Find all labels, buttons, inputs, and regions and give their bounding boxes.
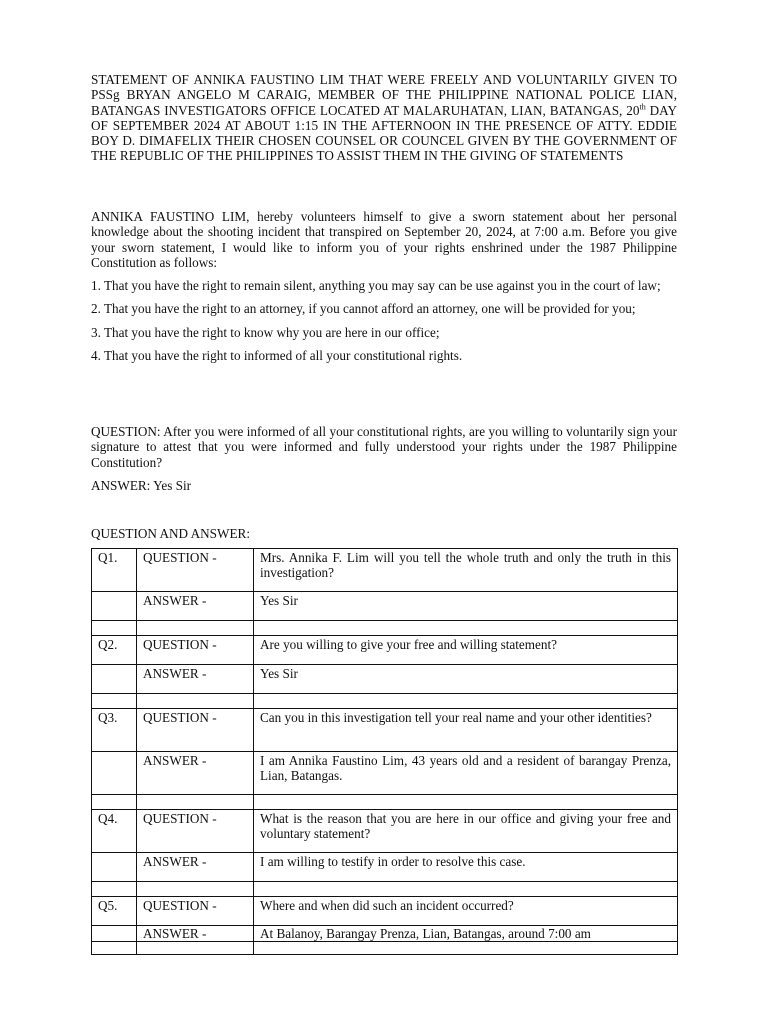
answer-text: I am willing to testify in order to resolve this case. bbox=[254, 853, 678, 882]
question-text: Can you in this investigation tell your real name and your other identities? bbox=[254, 709, 678, 752]
statement-title bbox=[91, 72, 677, 164]
question-text: Mrs. Annika F. Lim will you tell the whole truth and only the truth in this investigation? bbox=[254, 549, 678, 592]
question-text: Where and when did such an incident occurred? bbox=[254, 897, 678, 926]
answer-text: Yes Sir bbox=[254, 592, 678, 621]
question-label: QUESTION - bbox=[137, 636, 254, 665]
question-number: Q3. bbox=[92, 709, 137, 752]
title-superscript: th bbox=[639, 102, 646, 112]
answer-label: ANSWER - bbox=[137, 853, 254, 882]
table-row bbox=[92, 752, 678, 795]
intro-paragraph: ANNIKA FAUSTINO LIM, hereby volunteers himself to give a sworn statement about her personal knowledge about the shooting incident that transpired on September 20, 2024, at 7:00 a.m. Before you give your sworn statement, I would like to inform you of your rights enshrined under the 1987 Philippine Constitution as follows: bbox=[91, 209, 677, 270]
answer-text: Yes Sir bbox=[254, 665, 678, 694]
table-row bbox=[92, 897, 678, 926]
answer-label: ANSWER - bbox=[137, 926, 254, 942]
table-row bbox=[92, 853, 678, 882]
consent-question: QUESTION: After you were informed of all your constitutional rights, are you willing to voluntarily sign your signature to attest that you were informed and fully understood your rights under the 1987 Philippine Constitution? bbox=[91, 424, 677, 470]
consent-answer: ANSWER: Yes Sir bbox=[91, 478, 192, 493]
right-item: 2. That you have the right to an attorney, if you cannot afford an attorney, one will be provided for you; bbox=[91, 301, 636, 317]
spacer-row bbox=[92, 942, 678, 955]
spacer-row bbox=[92, 882, 678, 897]
title-text-part2: DAY OF SEPTEMBER 2024 AT ABOUT 1:15 IN THE AFTERNOON IN THE PRESENCE OF ATTY. EDDIE BOY D. DIMAFELIX THEIR CHOSEN COUNSEL OR COUNCEL GIVEN BY THE GOVERNMENT OF THE REPUBLIC OF THE PHILIPPINES TO ASSIST THEM IN THE GIVING OF STATEMENTS bbox=[91, 102, 678, 164]
spacer-row bbox=[92, 621, 678, 636]
answer-label: ANSWER - bbox=[137, 665, 254, 694]
right-item: 1. That you have the right to remain silent, anything you may say can be use against you in the court of law; bbox=[91, 278, 661, 293]
question-label: QUESTION - bbox=[137, 810, 254, 853]
answer-text: At Balanoy, Barangay Prenza, Lian, Batangas, around 7:00 am bbox=[254, 926, 678, 942]
table-row bbox=[92, 592, 678, 621]
rights-list bbox=[91, 278, 677, 371]
question-label: QUESTION - bbox=[137, 897, 254, 926]
answer-label: ANSWER - bbox=[137, 592, 254, 621]
answer-text: I am Annika Faustino Lim, 43 years old and a resident of barangay Prenza, Lian, Batangas. bbox=[254, 752, 678, 795]
answer-label: ANSWER - bbox=[137, 752, 254, 795]
title-text-part1: STATEMENT OF ANNIKA FAUSTINO LIM THAT WERE FREELY AND VOLUNTARILY GIVEN TO PSSg BRYAN ANGELO M CARAIG, MEMBER OF THE PHILIPPINE NATIONAL POLICE LIAN, BATANGAS INVESTIGATORS OFFICE LOCATED AT MALARUHATAN, LIAN, BATANGAS, 20 bbox=[91, 72, 677, 118]
question-number: Q5. bbox=[92, 897, 137, 926]
question-number: Q2. bbox=[92, 636, 137, 665]
question-text: Are you willing to give your free and willing statement? bbox=[254, 636, 678, 665]
question-label: QUESTION - bbox=[137, 549, 254, 592]
spacer-row bbox=[92, 795, 678, 810]
question-number: Q4. bbox=[92, 810, 137, 853]
question-number: Q1. bbox=[92, 549, 137, 592]
qa-heading: QUESTION AND ANSWER: bbox=[91, 526, 250, 541]
table-row bbox=[92, 636, 678, 665]
table-row bbox=[92, 810, 678, 853]
question-text: What is the reason that you are here in our office and giving your free and voluntary statement? bbox=[254, 810, 678, 853]
table-row bbox=[92, 665, 678, 694]
table-row bbox=[92, 549, 678, 592]
spacer-row bbox=[92, 694, 678, 709]
question-label: QUESTION - bbox=[137, 709, 254, 752]
right-item: 3. That you have the right to know why you are here in our office; bbox=[91, 324, 440, 340]
table-row bbox=[92, 926, 678, 942]
qa-table bbox=[91, 548, 678, 955]
right-item: 4. That you have the right to informed of all your constitutional rights. bbox=[91, 347, 463, 363]
table-row bbox=[92, 709, 678, 752]
